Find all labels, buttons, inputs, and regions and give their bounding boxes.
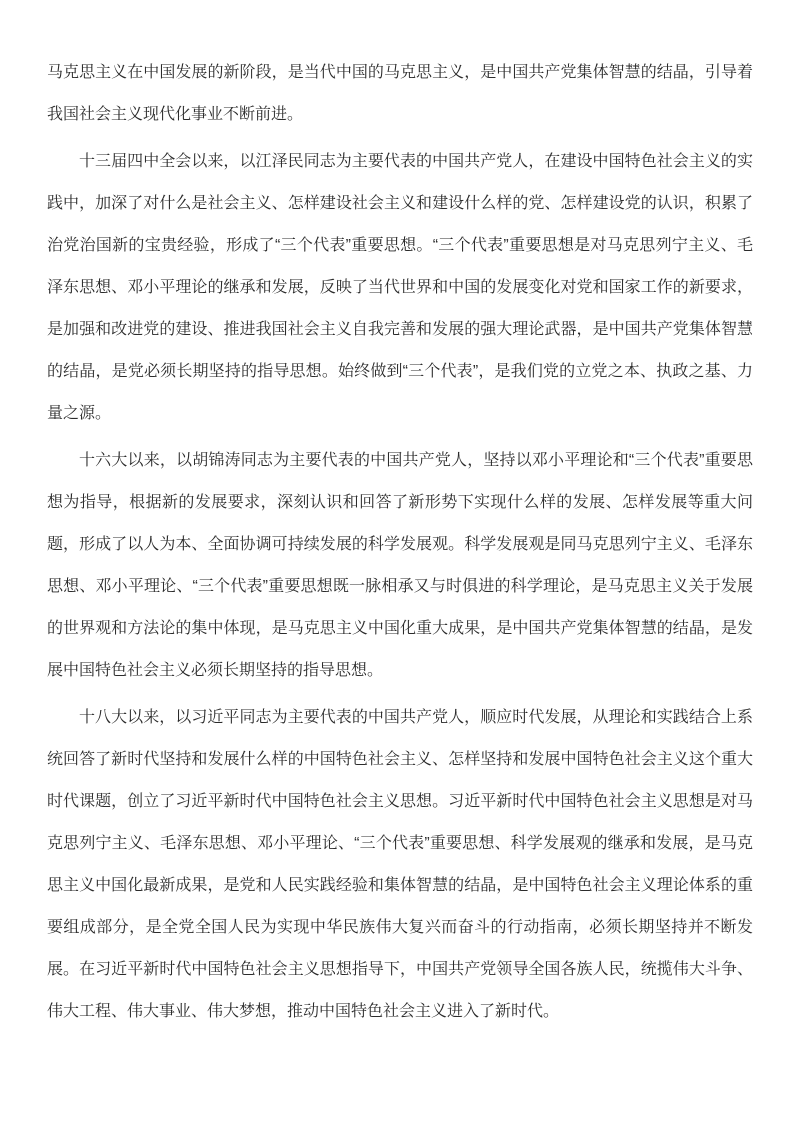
paragraph-continuation: 马克思主义在中国发展的新阶段，是当代中国的马克思主义，是中国共产党集体智慧的结晶，引导着我国社会主义现代化事业不断前进。: [47, 64, 753, 123]
paragraph-three-represents: 十三届四中全会以来，以江泽民同志为主要代表的中国共产党人，在建设中国特色社会主义的实践中，加深了对什么是社会主义、怎样建设社会主义和建设什么样的党、怎样建设党的认识，积累了治党治国新的宝贵经验，形成了“三个代表”重要思想。“三个代表”重要思想是对马克思列宁主义、毛泽东思想、邓小平理论的继承和发展，反映了当代世界和中国的发展变化对党和国家工作的新要求，是加强和改进党的建设、推进我国社会主义自我完善和发展的强大理论武器，是中国共产党集体智慧的结晶，是党必须长期坚持的指导思想。始终做到“三个代表”，是我们党的立党之本、执政之基、力量之源。: [47, 153, 753, 422]
paragraph-scientific-outlook: 十六大以来，以胡锦涛同志为主要代表的中国共产党人，坚持以邓小平理论和“三个代表”重要思想为指导，根据新的发展要求，深刻认识和回答了新形势下实现什么样的发展、怎样发展等重大问题，形成了以人为本、全面协调可持续发展的科学发展观。科学发展观是同马克思列宁主义、毛泽东思想、邓小平理论、“三个代表”重要思想既一脉相承又与时俱进的科学理论，是马克思主义关于发展的世界观和方法论的集中体现，是马克思主义中国化重大成果，是中国共产党集体智慧的结晶，是发展中国特色社会主义必须长期坚持的指导思想。: [47, 452, 753, 679]
paragraph-new-era-thought: 十八大以来，以习近平同志为主要代表的中国共产党人，顺应时代发展，从理论和实践结合上系统回答了新时代坚持和发展什么样的中国特色社会主义、怎样坚持和发展中国特色社会主义这个重大时代课题，创立了习近平新时代中国特色社会主义思想。习近平新时代中国特色社会主义思想是对马克思列宁主义、毛泽东思想、邓小平理论、“三个代表”重要思想、科学发展观的继承和发展，是马克思主义中国化最新成果，是党和人民实践经验和集体智慧的结晶，是中国特色社会主义理论体系的重要组成部分，是全党全国人民为实现中华民族伟大复兴而奋斗的行动指南，必须长期坚持并不断发展。在习近平新时代中国特色社会主义思想指导下，中国共产党领导全国各族人民，统揽伟大斗争、伟大工程、伟大事业、伟大梦想，推动中国特色社会主义进入了新时代。: [47, 709, 753, 1020]
